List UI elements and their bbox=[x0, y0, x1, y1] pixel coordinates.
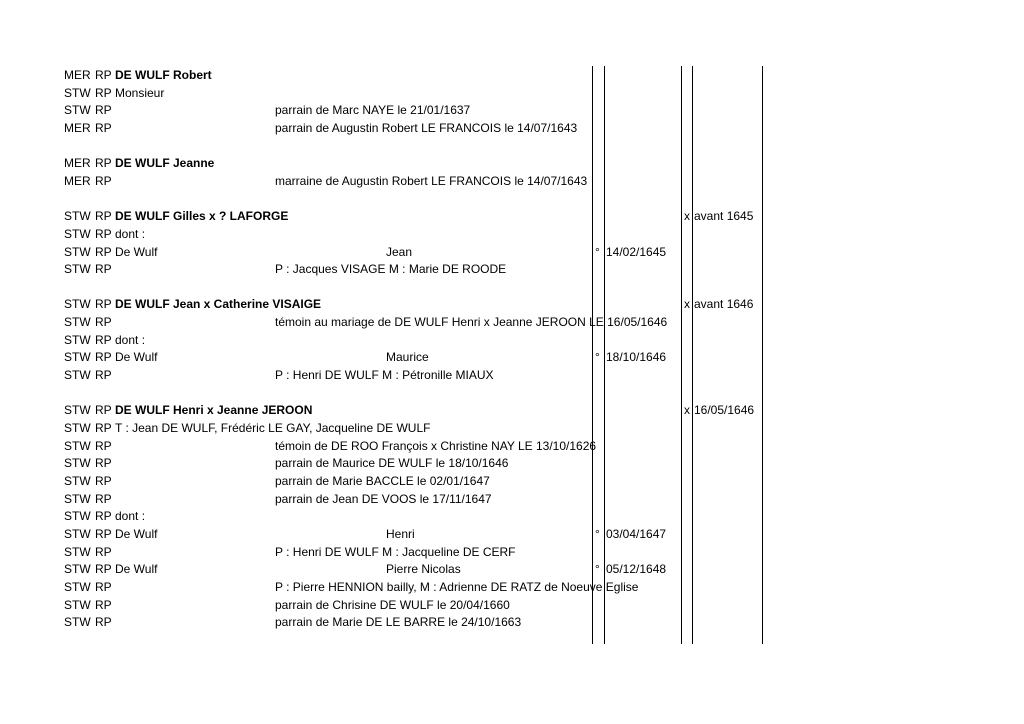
parish-code: STW bbox=[64, 103, 91, 118]
parish-code: MER bbox=[64, 120, 91, 135]
register-code: RP bbox=[95, 209, 112, 224]
register-code: RP bbox=[95, 438, 112, 453]
register-code: RP bbox=[95, 85, 112, 100]
first-name: Maurice bbox=[386, 350, 429, 365]
register-row bbox=[0, 578, 1024, 596]
register-code: RP bbox=[95, 350, 112, 365]
register-code: RP bbox=[95, 473, 112, 488]
birth-mark: ° bbox=[595, 244, 600, 259]
parish-code: MER bbox=[64, 156, 91, 171]
parish-code: STW bbox=[64, 209, 91, 224]
register-code: RP bbox=[95, 579, 112, 594]
register-code: RP bbox=[95, 509, 112, 524]
register-row bbox=[0, 331, 1024, 349]
parish-code: STW bbox=[64, 421, 91, 435]
parish-code: STW bbox=[64, 226, 91, 241]
register-row bbox=[0, 101, 1024, 119]
entry-name: De Wulf bbox=[115, 244, 158, 259]
parish-code: STW bbox=[64, 85, 91, 100]
parish-code: STW bbox=[64, 544, 91, 559]
parish-code: STW bbox=[64, 597, 91, 612]
register-code: RP bbox=[95, 544, 112, 559]
register-row bbox=[0, 119, 1024, 137]
entry-name: dont : bbox=[115, 332, 146, 347]
register-row bbox=[0, 472, 1024, 490]
register-row bbox=[0, 596, 1024, 614]
parish-code: STW bbox=[64, 491, 91, 506]
register-code: RP bbox=[95, 156, 112, 171]
parish-code: MER bbox=[64, 173, 91, 188]
register-row bbox=[0, 243, 1024, 261]
parish-code: STW bbox=[64, 456, 91, 471]
register-code: RP bbox=[95, 368, 112, 382]
entry-detail: parrain de Chrisine DE WULF le 20/04/1660 bbox=[275, 597, 510, 612]
register-code: RP bbox=[95, 120, 112, 135]
parish-code: STW bbox=[64, 438, 91, 453]
entry-detail: P : Pierre HENNION bailly, M : Adrienne DE RATZ de Noeuve Eglise bbox=[275, 579, 639, 594]
register-row bbox=[0, 490, 1024, 508]
register-code: RP bbox=[95, 297, 112, 312]
register-code: RP bbox=[95, 403, 112, 418]
entry-detail: parrain de Augustin Robert LE FRANCOIS le 14/07/1643 bbox=[275, 120, 578, 135]
register-row bbox=[0, 84, 1024, 102]
parish-code: STW bbox=[64, 368, 91, 382]
register-row bbox=[0, 507, 1024, 525]
entry-detail: parrain de Maurice DE WULF le 18/10/1646 bbox=[275, 456, 509, 471]
parish-code: STW bbox=[64, 579, 91, 594]
register-row bbox=[0, 154, 1024, 172]
birth-date: 05/12/1648 bbox=[606, 562, 667, 577]
register-row bbox=[0, 172, 1024, 190]
birth-date: 03/04/1647 bbox=[606, 526, 667, 541]
birth-mark: ° bbox=[595, 350, 600, 365]
register-row bbox=[0, 295, 1024, 313]
marriage-mark: x bbox=[684, 297, 690, 312]
register-code: RP bbox=[95, 526, 112, 541]
register-code: RP bbox=[95, 262, 112, 277]
register-row bbox=[0, 613, 1024, 631]
entry-name: DE WULF Robert bbox=[115, 68, 212, 82]
register-row bbox=[0, 66, 1024, 84]
marriage-date: 16/05/1646 bbox=[694, 403, 755, 418]
parish-code: STW bbox=[64, 615, 91, 630]
register-row bbox=[0, 419, 1024, 437]
register-code: RP bbox=[95, 491, 112, 506]
entry-name: De Wulf bbox=[115, 350, 158, 365]
marriage-date: avant 1646 bbox=[694, 297, 754, 312]
entry-detail: P : Henri DE WULF M : Jacqueline DE CERF bbox=[275, 544, 516, 559]
register-row bbox=[0, 454, 1024, 472]
entry-detail: P : Henri DE WULF M : Pétronille MIAUX bbox=[275, 368, 494, 382]
entry-detail: témoin au mariage de DE WULF Henri x Jeanne JEROON LE 16/05/1646 bbox=[275, 315, 668, 330]
entry-name: DE WULF Jeanne bbox=[115, 156, 215, 171]
marriage-mark: x bbox=[684, 209, 690, 224]
entry-name: T : Jean DE WULF, Frédéric LE GAY, Jacqueline DE WULF bbox=[115, 421, 431, 435]
entry-detail: témoin de DE ROO François x Christine NAY LE 13/10/1626 bbox=[275, 438, 597, 453]
entry-detail: parrain de Marie DE LE BARRE le 24/10/1663 bbox=[275, 615, 522, 630]
parish-code: STW bbox=[64, 473, 91, 488]
parish-code: STW bbox=[64, 332, 91, 347]
entry-name: Monsieur bbox=[115, 85, 165, 100]
parish-code: STW bbox=[64, 509, 91, 524]
register-row bbox=[0, 560, 1024, 578]
register-row bbox=[0, 525, 1024, 543]
register-row bbox=[0, 260, 1024, 278]
register-code: RP bbox=[95, 315, 112, 330]
register-code: RP bbox=[95, 456, 112, 471]
first-name: Jean bbox=[386, 244, 413, 259]
parish-code: STW bbox=[64, 562, 91, 577]
marriage-date: avant 1645 bbox=[694, 209, 754, 224]
register-row bbox=[0, 401, 1024, 419]
first-name: Henri bbox=[386, 526, 415, 541]
parish-code: STW bbox=[64, 315, 91, 330]
first-name: Pierre Nicolas bbox=[386, 562, 461, 577]
parish-code: STW bbox=[64, 244, 91, 259]
entry-name: dont : bbox=[115, 509, 146, 524]
parish-code: STW bbox=[64, 297, 91, 312]
register-code: RP bbox=[95, 421, 112, 435]
birth-date: 14/02/1645 bbox=[606, 244, 667, 259]
parish-code: STW bbox=[64, 526, 91, 541]
register-row bbox=[0, 543, 1024, 561]
entry-name: dont : bbox=[115, 226, 146, 241]
entry-detail: marraine de Augustin Robert LE FRANCOIS le 14/07/1643 bbox=[275, 173, 588, 188]
register-row bbox=[0, 366, 1024, 384]
entry-name: DE WULF Jean x Catherine VISAIGE bbox=[115, 297, 322, 312]
register-code: RP bbox=[95, 332, 112, 347]
parish-code: STW bbox=[64, 350, 91, 365]
entry-name: DE WULF Gilles x ? LAFORGE bbox=[115, 209, 289, 224]
birth-date: 18/10/1646 bbox=[606, 350, 667, 365]
register-code: RP bbox=[95, 226, 112, 241]
register-code: RP bbox=[95, 597, 112, 612]
register-code: RP bbox=[95, 103, 112, 118]
register-row bbox=[0, 313, 1024, 331]
register-code: RP bbox=[95, 615, 112, 630]
register-code: RP bbox=[95, 562, 112, 577]
birth-mark: ° bbox=[595, 526, 600, 541]
entry-name: De Wulf bbox=[115, 526, 158, 541]
parish-code: STW bbox=[64, 262, 91, 277]
entry-detail: parrain de Marie BACCLE le 02/01/1647 bbox=[275, 473, 490, 488]
birth-mark: ° bbox=[595, 562, 600, 577]
parish-code: STW bbox=[64, 403, 91, 418]
register-row bbox=[0, 207, 1024, 225]
register-row bbox=[0, 225, 1024, 243]
entry-detail: parrain de Marc NAYE le 21/01/1637 bbox=[275, 103, 471, 118]
register-row bbox=[0, 437, 1024, 455]
register-code: RP bbox=[95, 173, 112, 188]
entry-name: De Wulf bbox=[115, 562, 158, 577]
marriage-mark: x bbox=[684, 403, 690, 418]
entry-detail: parrain de Jean DE VOOS le 17/11/1647 bbox=[275, 491, 492, 506]
entry-detail: P : Jacques VISAGE M : Marie DE ROODE bbox=[275, 262, 507, 277]
entry-name: DE WULF Henri x Jeanne JEROON bbox=[115, 403, 313, 418]
register-row bbox=[0, 348, 1024, 366]
parish-code: MER bbox=[64, 68, 91, 82]
register-code: RP bbox=[95, 68, 112, 82]
register-code: RP bbox=[95, 244, 112, 259]
